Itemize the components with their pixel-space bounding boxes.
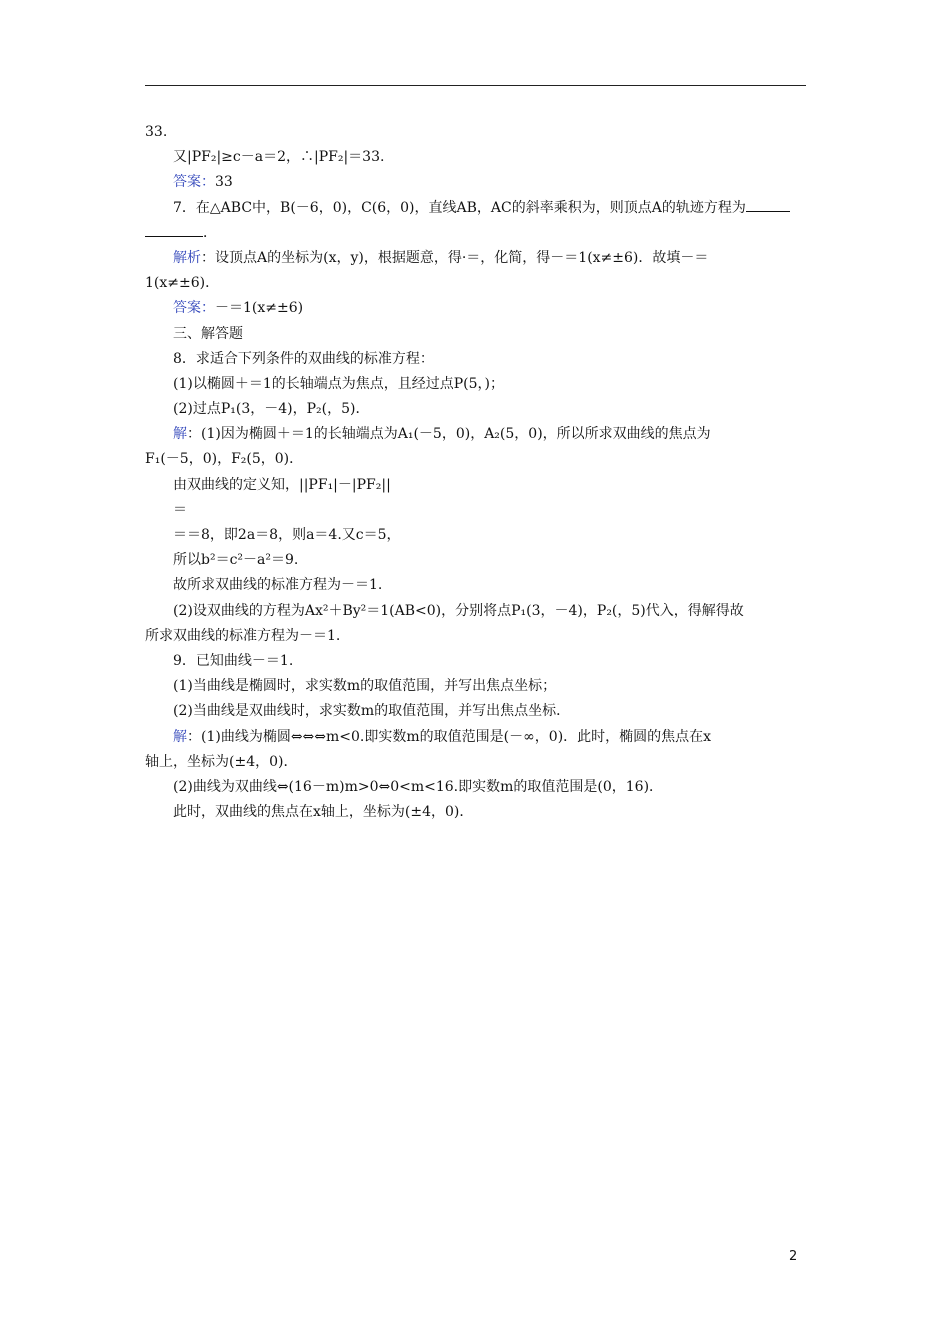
text-line: ＝ [173, 501, 187, 518]
text-line: F₁(－5，0)，F₂(5，0)． [145, 451, 304, 468]
text-line: ＝＝8，即2a＝8，则a＝4.又c＝5， [173, 527, 401, 543]
page-number: 2 [789, 1249, 798, 1264]
solution-text: ：(1)因为椭圆＋＝1的长轴端点为A₁(－5，0)，A₂(5，0)，所以所求双曲线的焦点为 [187, 426, 711, 443]
question-9: 9．已知曲线－＝1. [173, 652, 294, 669]
answer-label: 答案： [173, 300, 215, 317]
question-7 [145, 196, 806, 221]
answer-line [145, 170, 806, 195]
text-line: (1)以椭圆＋＝1的长轴端点为焦点，且经过点P(5，)； [173, 375, 504, 392]
section-heading: 三、解答题 [173, 325, 243, 342]
header-rule [145, 85, 806, 86]
solution-line [145, 725, 806, 750]
answer-text: －＝1(x≠±6) [215, 300, 304, 317]
question-8: 8．求适合下列条件的双曲线的标准方程： [173, 350, 434, 367]
solution-line [145, 422, 806, 447]
text-line [145, 221, 806, 246]
blank-underline [145, 222, 203, 237]
text-line: (2)当曲线是双曲线时，求实数m的取值范围，并写出焦点坐标． [173, 703, 571, 720]
question-text: 7．在△ABC中，B(－6，0)，C(6，0)，直线AB，AC的斜率乘积为，则顶点A的轨迹方程为 [173, 199, 746, 216]
text-line: 所求双曲线的标准方程为－＝1. [145, 627, 341, 644]
text-line: 33. [145, 124, 168, 140]
answer-line [145, 296, 806, 321]
analysis-label: 解析 [173, 249, 201, 266]
text-line: (2)设双曲线的方程为Ax²＋By²＝1(AB<0)，分别将点P₁(3，－4)，P₂(，5)代入，得解得故 [173, 602, 744, 619]
text-line: 由双曲线的定义知，||PF₁|－|PF₂|| [173, 476, 391, 493]
text-line: 轴上，坐标为(±4，0)． [145, 753, 298, 770]
text-line: 此时，双曲线的焦点在x轴上，坐标为(±4，0)． [173, 804, 474, 821]
answer-label: 答案： [173, 174, 215, 191]
blank-end: ． [203, 224, 217, 241]
document-body [145, 120, 806, 825]
analysis-text: ：设顶点A的坐标为(x，y)，根据题意，得·＝，化简，得－＝1(x≠±6)．故填－＝ [201, 249, 709, 266]
answer-text: 33 [215, 174, 233, 191]
solution-text: ：(1)曲线为椭圆⇔⇔⇔m<0.即实数m的取值范围是(－∞，0)．此时，椭圆的焦点在x [187, 728, 712, 745]
text-line: 又|PF₂|≥c－a＝2，∴|PF₂|＝33. [173, 149, 385, 166]
text-line: 1(x≠±6)． [145, 275, 220, 292]
blank-underline [746, 197, 790, 212]
text-line: 故所求双曲线的标准方程为－＝1. [173, 577, 383, 594]
text-line: (2)曲线为双曲线⇔(16－m)m>0⇔0<m<16.即实数m的取值范围是(0，16)． [173, 778, 664, 795]
text-line: (2)过点P₁(3，－4)，P₂(，5)． [173, 401, 370, 418]
solution-label: 解 [173, 728, 187, 745]
solution-label: 解 [173, 426, 187, 443]
text-line: 所以b²＝c²－a²＝9. [173, 552, 299, 569]
analysis-line [145, 246, 806, 271]
text-line: (1)当曲线是椭圆时，求实数m的取值范围，并写出焦点坐标； [173, 678, 557, 695]
